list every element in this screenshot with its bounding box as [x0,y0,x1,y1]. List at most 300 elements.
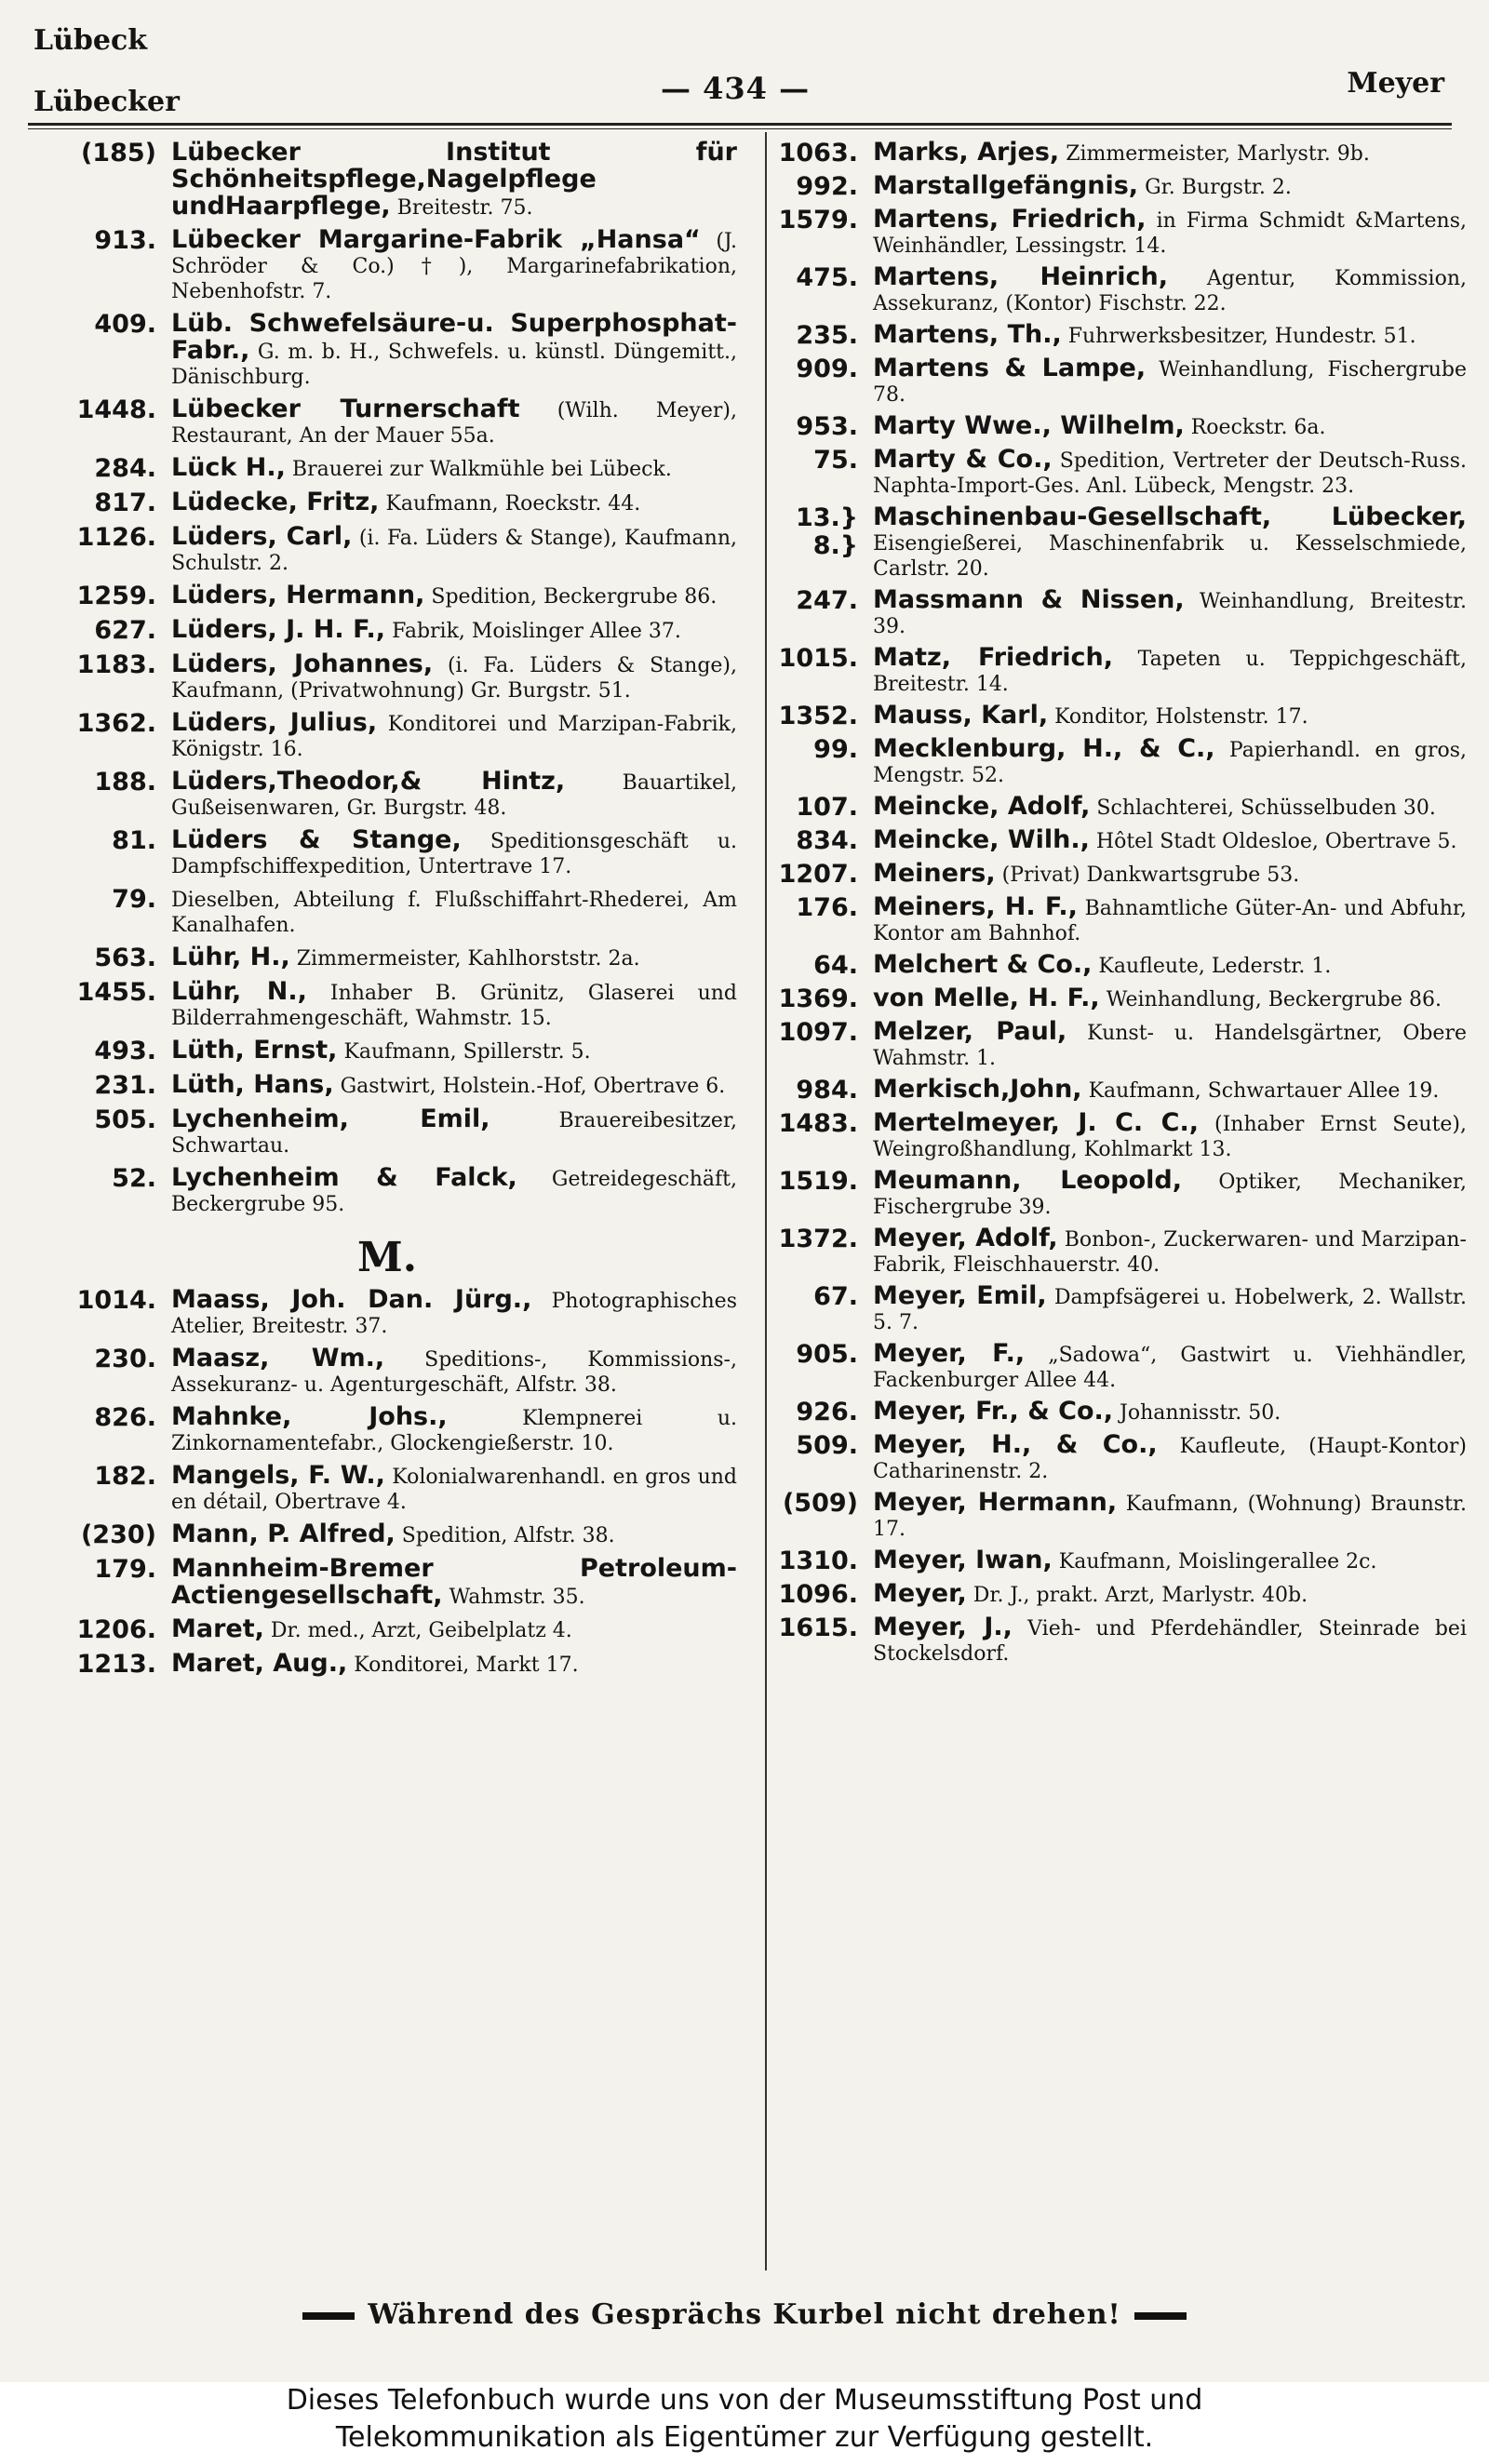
subscriber-details: Kaufmann, Schwartauer Allee 19. [1088,1079,1440,1103]
phone-number: 493. [94,1037,156,1065]
subscriber-details: Eisengießerei, Maschinenfabrik u. Kesselschmiede, Carlstr. 20. [873,532,1467,581]
subscriber-name: Lychenheim, Emil, [171,1105,490,1133]
subscriber-details: Kaufmann, (Wohnung) Braunstr. 17. [873,1493,1467,1541]
directory-entry [778,1399,1467,1426]
credit-caption [0,2382,1489,2464]
entry-text [171,979,737,1031]
directory-entry [37,455,737,483]
subscriber-details: Zimmermeister, Marlystr. 9b. [1066,142,1370,166]
entry-list-m [37,1287,737,1679]
directory-entry [778,1168,1467,1220]
entry-text [171,455,737,482]
phone-number: 905. [796,1340,858,1369]
subscriber-name: Meiners, [873,859,996,888]
subscriber-details: Konditorei, Markt 17. [354,1654,579,1677]
directory-entry [778,207,1467,259]
subscriber-name: Lüb. Schwefelsäure-u. Superphosphat-Fabr., [171,309,737,365]
subscriber-details: Kaufleute, (Haupt-Kontor) Catharinenstr. 2. [873,1435,1467,1483]
phone-number: (509) [782,1489,858,1518]
phone-number: 99. [813,735,858,764]
subscriber-details: in Firma Schmidt &Martens, Weinhändler, Lessingstr. 14. [873,209,1467,258]
subscriber-details: (i. Fa. Lüders & Stange), Kaufmann, Schulstr. 2. [171,527,737,575]
directory-entry [778,1019,1467,1071]
subscriber-name: Maschinenbau-Gesellschaft, Lübecker, [873,502,1467,531]
subscriber-name: Maret, Aug., [171,1649,348,1678]
subscriber-name: Meyer, [873,1579,967,1608]
subscriber-name: Lübecker Institut für Schönheitspflege,Nagelpflege undHaarpflege, [171,138,737,221]
entry-text [171,227,737,304]
entry-text [171,1038,737,1065]
subscriber-name: Lübecker Margarine-Fabrik „Hansa“ [171,225,701,254]
phone-number: 627. [94,616,156,645]
subscriber-details: Weinhandlung, Beckergrube 86. [1106,988,1442,1011]
phone-number: (185) [80,139,156,167]
subscriber-details: Kolonialwarenhandl. en gros und en détail, Obertrave 4. [171,1466,737,1514]
subscriber-details: Photographisches Atelier, Breitestr. 37. [171,1290,737,1338]
entry-text [171,1106,737,1158]
entry-text [171,1651,737,1678]
subscriber-details: Gr. Burgstr. 2. [1145,176,1292,199]
entry-text [873,894,1467,946]
subscriber-name: Meyer, Fr., & Co., [873,1397,1114,1426]
phone-number: 1448. [76,395,156,424]
directory-entry [778,861,1467,889]
phone-number: 1097. [778,1018,858,1047]
directory-entry [37,140,737,221]
entry-text [873,413,1467,440]
subscriber-name: Meyer, Iwan, [873,1546,1053,1574]
directory-entry [778,645,1467,697]
subscriber-details: Optiker, Mechaniker, Fischergrube 39. [873,1171,1467,1219]
entry-text [873,173,1467,200]
phone-number: 992. [796,172,858,201]
directory-entry [778,264,1467,316]
directory-entry [778,504,1467,582]
subscriber-details: Tapeten u. Teppichgeschäft, Breitestr. 14. [873,648,1467,696]
subscriber-name: Meyer, Emil, [873,1281,1047,1310]
phone-number: 13.} 8.} [795,503,858,560]
entry-text [873,1110,1467,1162]
subscriber-name: Mann, P. Alfred, [171,1520,396,1548]
subscriber-name: Lück H., [171,453,286,482]
phone-number: 1372. [778,1225,858,1253]
header-rule [28,123,1452,126]
subscriber-details: Weinhandlung, Fischergrube 78. [873,358,1467,407]
entry-text [171,524,737,576]
subscriber-name: Lüders, J. H. F., [171,615,386,644]
subscriber-name: Marty Wwe., Wilhelm, [873,411,1185,440]
entry-text [873,1341,1467,1393]
phone-number: 563. [94,944,156,972]
entry-text [873,140,1467,167]
subscriber-details: Bahnamtliche Güter-An- und Abfuhr, Kontor am Bahnhof. [873,897,1467,945]
phone-number: 1310. [778,1547,858,1575]
phone-number: 1063. [778,139,858,167]
directory-entry [778,1341,1467,1393]
subscriber-details: Speditionsgeschäft u. Dampfschiffexpedition, Untertrave 17. [171,830,737,878]
entry-text [873,861,1467,888]
directory-entry [778,447,1467,499]
subscriber-details: Wahmstr. 35. [449,1586,585,1609]
entry-text [171,583,737,609]
subscriber-name: Lüders, Johannes, [171,649,434,678]
entry-text [171,1346,737,1398]
phone-number: 284. [94,454,156,483]
directory-entry [37,827,737,879]
subscriber-details: Dr. med., Arzt, Geibelplatz 4. [270,1619,572,1642]
subscriber-details: Fuhrwerksbesitzer, Hundestr. 51. [1067,325,1416,348]
subscriber-details: Speditions-, Kommissions-, Assekuranz- u. Agenturgeschäft, Alfstr. 38. [171,1348,737,1397]
directory-entry [37,1072,737,1100]
phone-number: 1206. [76,1615,156,1644]
subscriber-details: Fabrik, Moislinger Allee 37. [392,620,681,643]
phone-number: 1352. [778,702,858,730]
credit-line-1: Dieses Telefonbuch wurde uns von der Museumsstiftung Post und [286,2384,1203,2417]
directory-entry [37,1651,737,1679]
phone-number: 1362. [76,709,156,738]
phone-number: 1455. [76,978,156,1007]
phone-number: 231. [94,1071,156,1100]
phone-number: 1483. [778,1109,858,1138]
warning-bar-left [302,2312,355,2320]
subscriber-details: Papierhandl. en gros, Mengstr. 52. [873,739,1467,787]
phone-number: 1369. [778,984,858,1013]
phone-number: 179. [94,1555,156,1584]
subscriber-name: Lühr, H., [171,943,290,971]
subscriber-details: Klempnerei u. Zinkornamentefabr., Glockengießerstr. 10. [171,1407,737,1455]
subscriber-details: Brauereibesitzer, Schwartau. [171,1109,738,1158]
subscriber-name: Meyer, H., & Co., [873,1430,1158,1459]
subscriber-name: Meiners, H. F., [873,892,1078,921]
subscriber-details: Johannisstr. 50. [1120,1401,1281,1425]
subscriber-name: Mauss, Karl, [873,701,1049,730]
phone-number: (230) [80,1520,156,1549]
subscriber-details: (Wilh. Meyer), Restaurant, An der Mauer 55a. [171,399,737,448]
subscriber-name: Martens & Lampe, [873,354,1147,382]
entry-text [873,1614,1467,1667]
phone-number: 1579. [778,206,858,234]
subscriber-name: Lüders,Theodor,& Hintz, [171,767,566,796]
entry-text [171,1287,737,1339]
phone-number: 817. [94,489,156,517]
subscriber-details: Dieselben, Abteilung f. Flußschiffahrt-Rhederei, Am Kanalhafen. [171,889,737,937]
subscriber-details: Konditor, Holstenstr. 17. [1054,705,1308,729]
subscriber-details: Spedition, Vertreter der Deutsch-Russ. Naphta-Import-Ges. Anl. Lübeck, Mengstr. 23. [873,449,1467,498]
subscriber-details: Kaufmann, Roeckstr. 44. [385,492,641,516]
subscriber-details: Hôtel Stadt Oldesloe, Obertrave 5. [1095,830,1457,853]
subscriber-name: Mertelmeyer, J. C. C., [873,1108,1199,1137]
directory-entry [37,1038,737,1065]
subscriber-name: Lüth, Ernst, [171,1036,338,1065]
warning-bar-right [1134,2312,1187,2320]
phone-number: 81. [112,826,156,855]
subscriber-name: Lüdecke, Fritz, [171,488,380,516]
subscriber-details: Getreidegeschäft, Beckergrube 95. [171,1168,737,1216]
phone-number: 1615. [778,1614,858,1642]
subscriber-name: Lüders, Carl, [171,522,353,551]
entry-text [873,645,1467,697]
entry-text [171,1463,737,1515]
phone-number: 926. [796,1398,858,1426]
subscriber-details: Weinhandlung, Breitestr. 39. [873,590,1467,638]
phone-number: 826. [94,1403,156,1432]
subscriber-name: Marks, Arjes, [873,138,1060,167]
subscriber-name: Massmann & Nissen, [873,585,1185,614]
subscriber-name: Lübecker Turnerschaft [171,395,520,423]
subscriber-name: Martens, Friedrich, [873,205,1147,234]
directory-entry [778,1077,1467,1105]
directory-entry [37,979,737,1031]
entry-text [171,944,737,971]
subscriber-details: Brauerei zur Walkmühle bei Lübeck. [291,458,672,481]
directory-entry [778,1490,1467,1542]
subscriber-details: Breitestr. 75. [396,196,533,220]
phone-number: 1183. [76,650,156,679]
directory-entry [778,952,1467,980]
phone-number: 509. [796,1431,858,1460]
phone-number: 1014. [76,1286,156,1315]
footer-warning [0,2298,1489,2331]
directory-entry [37,311,737,390]
directory-entry [778,1581,1467,1609]
entry-text [171,886,737,938]
page-number: — 434 — [661,71,811,106]
entry-text [873,1399,1467,1426]
entry-list-l [37,140,737,1217]
entry-text [171,827,737,879]
subscriber-details: Kaufmann, Spillerstr. 5. [343,1040,591,1064]
phone-number: 79. [112,885,156,914]
subscriber-details: Spedition, Alfstr. 38. [401,1524,615,1547]
phone-number: 52. [112,1164,156,1193]
entry-text [171,1404,737,1456]
subscriber-details: Agentur, Kommission, Assekuranz, (Kontor) Fischstr. 22. [873,267,1467,315]
phone-number: 953. [796,412,858,441]
entry-text [873,504,1467,582]
subscriber-name: Mangels, F. W., [171,1461,385,1490]
subscriber-name: Meyer, Adolf, [873,1224,1058,1252]
header-first-entry: Lübecker [34,86,180,118]
phone-number: 176. [796,893,858,922]
phone-number: 409. [94,310,156,339]
subscriber-name: Matz, Friedrich, [873,643,1114,672]
subscriber-name: Lüders, Hermann, [171,581,425,609]
directory-entry [37,1616,737,1644]
phone-number: 107. [796,793,858,822]
subscriber-details: Gastwirt, Holstein.-Hof, Obertrave 6. [340,1075,726,1098]
header-last-entry: Meyer [1347,67,1444,100]
directory-entry [37,1521,737,1549]
entry-text [873,1225,1467,1278]
subscriber-details: Dampfsägerei u. Hobelwerk, 2. Wallstr. 5. 7. [873,1286,1467,1334]
subscriber-details: Bauartikel, Gußeisenwaren, Gr. Burgstr. 48. [171,771,737,820]
directory-entry [778,1283,1467,1335]
subscriber-name: von Melle, H. F., [873,984,1100,1012]
directory-entry [37,583,737,610]
left-column [37,140,737,1685]
directory-entry [37,617,737,645]
directory-entry [37,396,737,449]
directory-entry [37,1165,737,1217]
phone-number: 1096. [778,1580,858,1609]
phone-number: 67. [813,1282,858,1311]
subscriber-name: Maasz, Wm., [171,1344,385,1373]
subscriber-name: Martens, Th., [873,320,1062,349]
directory-entry [37,227,737,304]
entry-text [873,355,1467,408]
directory-entry [37,769,737,821]
subscriber-name: Lychenheim & Falck, [171,1163,517,1192]
phone-number: 182. [94,1462,156,1491]
entry-text [873,952,1467,979]
header-place: Lübeck [34,24,148,57]
directory-entry [778,985,1467,1013]
subscriber-name: Lühr, N., [171,977,307,1006]
directory-entry [778,173,1467,201]
entry-text [873,1168,1467,1220]
directory-entry [37,1346,737,1398]
entry-text [171,1165,737,1217]
entry-text [171,769,737,821]
directory-entry [778,413,1467,441]
entry-text [873,1547,1467,1574]
entry-text [873,1490,1467,1542]
subscriber-name: Mahnke, Johs., [171,1402,448,1431]
subscriber-details: Kaufmann, Moislingerallee 2c. [1058,1550,1377,1573]
entry-text [873,827,1467,854]
directory-entry [778,736,1467,788]
phone-number: 75. [813,446,858,475]
subscriber-details: Schlachterei, Schüsselbuden 30. [1096,797,1436,820]
subscriber-details: „Sadowa“, Gastwirt u. Viehhändler, Fackenburger Allee 44. [873,1344,1468,1392]
directory-entry [778,322,1467,350]
subscriber-details: G. m. b. H., Schwefels. u. künstl. Düngemitt., Dänischburg. [171,341,737,389]
entry-text [873,703,1467,730]
phone-number: 64. [813,951,858,980]
directory-entry [778,140,1467,167]
directory-entry [778,1432,1467,1484]
subscriber-name: Melzer, Paul, [873,1017,1067,1046]
directory-entry [37,886,737,938]
credit-line-2: Telekommunikation als Eigentümer zur Verfügung gestellt. [335,2421,1154,2454]
entry-text [873,264,1467,316]
entry-text [171,311,737,390]
phone-number: 909. [796,355,858,383]
phone-number: 913. [94,226,156,255]
subscriber-details: Vieh- und Pferdehändler, Steinrade bei Stockelsdorf. [873,1617,1467,1666]
entry-text [873,1077,1467,1104]
subscriber-details: Dr. J., prakt. Arzt, Marlystr. 40b. [973,1584,1308,1607]
section-letter: M. [356,1234,418,1281]
directory-entry [778,827,1467,855]
subscriber-name: Meumann, Leopold, [873,1166,1183,1195]
entry-text [171,1616,737,1643]
subscriber-name: Meyer, F., [873,1339,1026,1368]
phone-number: 230. [94,1345,156,1373]
entry-text [873,985,1467,1012]
subscriber-name: Meyer, J., [873,1613,1013,1641]
directory-entry [778,1547,1467,1575]
subscriber-details: (Privat) Dankwartsgrube 53. [1001,864,1300,887]
subscriber-name: Maass, Joh. Dan. Jürg., [171,1285,532,1314]
entry-text [171,396,737,449]
subscriber-details: Inhaber B. Grünitz, Glaserei und Bilderrahmengeschäft, Wahmstr. 15. [171,982,737,1030]
entry-text [873,1432,1467,1484]
subscriber-name: Merkisch,John, [873,1075,1082,1104]
entry-text [873,447,1467,499]
warning-text: Während des Gesprächs Kurbel nicht drehen! [368,2298,1121,2331]
entry-text [873,1283,1467,1335]
subscriber-name: Meincke, Wilh., [873,825,1090,854]
directory-entry [37,489,737,517]
entry-text [171,1521,737,1548]
directory-entry [37,710,737,762]
directory-entry [37,1556,737,1610]
phone-number: 1015. [778,644,858,673]
subscriber-details: (Inhaber Ernst Seute), Weingroßhandlung, Kohlmarkt 13. [873,1113,1468,1161]
phone-number: 247. [796,586,858,615]
entry-text [171,617,737,644]
entry-text [171,140,737,221]
directory-entry [778,703,1467,730]
subscriber-name: Martens, Heinrich, [873,262,1168,291]
phone-number: 1213. [76,1650,156,1679]
subscriber-name: Mecklenburg, H., & C., [873,734,1215,763]
directory-entry [778,894,1467,946]
subscriber-details: Spedition, Beckergrube 86. [431,585,718,609]
subscriber-details: Kaufleute, Lederstr. 1. [1098,955,1332,978]
directory-entry [778,587,1467,639]
entry-text [171,1556,737,1610]
entry-text [171,1072,737,1099]
subscriber-name: Meyer, Hermann, [873,1488,1118,1517]
subscriber-name: Mannheim-Bremer Petroleum-Actiengesellschaft, [171,1554,737,1610]
directory-entry [37,1106,737,1158]
subscriber-name: Lüders, Julius, [171,708,378,737]
subscriber-name: Meincke, Adolf, [873,792,1091,821]
phone-number: 1259. [76,582,156,610]
subscriber-details: Kunst- u. Handelsgärtner, Obere Wahmstr. 1. [873,1022,1467,1070]
entry-text [171,489,737,516]
subscriber-name: Melchert & Co., [873,950,1093,979]
directory-entry [37,1404,737,1456]
phone-number: 1519. [778,1167,858,1196]
column-divider [765,132,767,2270]
directory-entry [37,944,737,972]
subscriber-name: Marstallgefängnis, [873,171,1139,200]
right-column [778,140,1467,1672]
phone-number: 834. [796,826,858,855]
subscriber-details: Konditorei und Marzipan-Fabrik, Königstr. 16. [171,713,737,761]
entry-text [171,651,737,703]
directory-entry [37,524,737,576]
subscriber-details: (i. Fa. Lüders & Stange), Kaufmann, (Privatwohnung) Gr. Burgstr. 51. [171,654,737,703]
header-rule-thin [28,128,1452,129]
entry-list-right [778,140,1467,1667]
entry-text [873,736,1467,788]
phone-number: 1126. [76,523,156,552]
subscriber-name: Lüth, Hans, [171,1070,334,1099]
phone-number: 984. [796,1076,858,1105]
subscriber-name: Maret, [171,1614,264,1643]
phone-number: 505. [94,1105,156,1134]
subscriber-name: Lüders & Stange, [171,825,462,854]
directory-entry [37,1463,737,1515]
subscriber-details: (J. Schröder & Co.)†), Margarinefabrikation, Nebenhofstr. 7. [171,230,737,303]
directory-entry [37,1287,737,1339]
entry-text [171,710,737,762]
entry-text [873,1019,1467,1071]
